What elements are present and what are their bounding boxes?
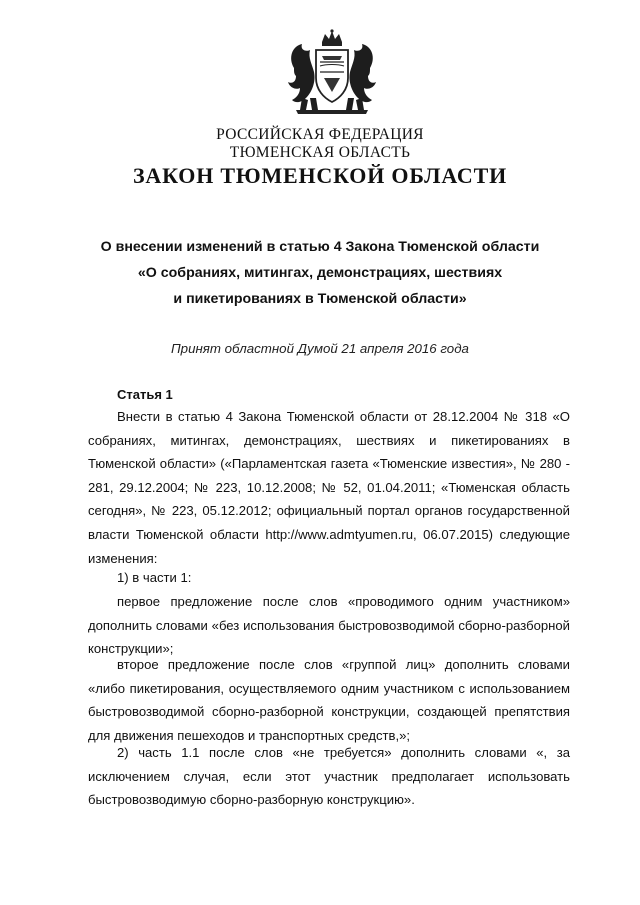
article-heading: Статья 1 <box>117 387 173 402</box>
article-paragraph-part-1: 1) в части 1: <box>117 570 192 585</box>
tyumen-coat-of-arms-emblem <box>282 28 382 118</box>
adoption-note: Принят областной Думой 21 апреля 2016 года <box>171 341 469 356</box>
header-law-title: ЗАКОН ТЮМЕНСКОЙ ОБЛАСТИ <box>132 163 507 188</box>
header-region: ТЮМЕНСКАЯ ОБЛАСТЬ <box>229 144 411 161</box>
law-title-line-3: и пикетированиях в Тюменской области» <box>173 291 467 307</box>
law-title-line-2: «О собраниях, митингах, демонстрациях, шествиях <box>137 265 503 281</box>
article-paragraph-second-sentence: второе предложение после слов «группой лиц» дополнить словами «либо пикетирования, осуществляемого одним участником с использованием быстровозводимой сборно-разборной конструкции, создающей препятствия для движения пешеходов и транспортных средств,»; <box>88 657 570 743</box>
article-paragraph-part-1-1: 2) часть 1.1 после слов «не требуется» дополнить словами «, за исключением случая, если этот участник предполагает использовать быстровозводимую сборно-разборную конструкцию». <box>88 745 570 808</box>
law-title-line-1: О внесении изменений в статью 4 Закона Тюменской области <box>100 239 540 255</box>
header-country: РОССИЙСКАЯ ФЕДЕРАЦИЯ <box>216 126 424 143</box>
article-paragraph-intro: Внести в статью 4 Закона Тюменской области от 28.12.2004 № 318 «О собраниях, митингах, демонстрациях, шествиях и пикетированиях в Тюменской области» («Парламентская газета «Тюменские известия», № 280 - 281, 29.12.2004; № 223, 10.12.2008; № 52, 01.04.2011; «Тюменская область сегодня», № 223, 05.12.2012; официальный портал органов государственной власти Тюменской области http://www.admtyumen.ru, 06.07.2015) следующие изменения: <box>88 409 570 566</box>
article-paragraph-first-sentence: первое предложение после слов «проводимого одним участником» дополнить словами «без использования быстровозводимой сборно-разборной конструкции»; <box>88 594 570 657</box>
